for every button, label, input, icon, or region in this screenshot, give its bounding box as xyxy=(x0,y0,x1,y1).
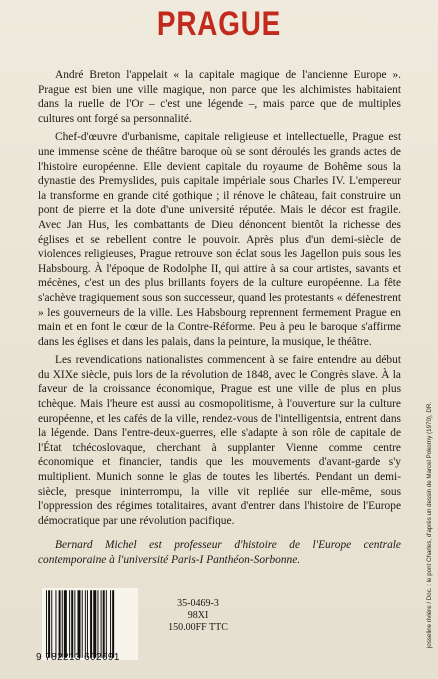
paragraph-2: Chef-d'œuvre d'urbanisme, capitale religieuse et intellectuelle, Prague est une immense scène de théâtre baroque où se sont déroulés les grands actes de l'histoire européenne. Elle devient capitale du royaume de Bohême sous la dynastie des Premyslides, puis capitale impériale sous Charles IV. L'empereur la transforme en grande cité gothique ; il rénove le château, fait construire un pont de pierre et la dote d'une université réputée. Mais le décor est fragile. Avec Jan Hus, les combattants de Dieu dénoncent bientôt la richesse des églises et se rebellent contre le pouvoir. Après plus d'un demi-siècle de violences religieuses, Prague retrouve son éclat sous les Jagellon puis sous les Habsbourg. À l'époque de Rodolphe II, qui attire à sa cour artistes, savants et mécènes, c'est un des plus brillants foyers de la culture européenne. La fête s'achève tragiquement sous son successeur, quand les protestants « défenestrent » les gouverneurs de la ville. Les Habsbourg reprennent fermement Prague en main et en font le cœur de la Contre-Réforme. Peu à peu le baroque s'affirme dans les églises et dans les palais, dans la peinture, la musique, le théâtre. xyxy=(38,131,401,348)
code-line-1: 35-0469-3 xyxy=(177,598,219,609)
book-title: PRAGUE xyxy=(156,5,282,43)
paragraph-1: André Breton l'appelait « la capitale magique de l'ancienne Europe ». Prague est bien une ville magique, non parce que les alchimistes habitaient dans la ruelle de l'Or – c'est une légende –, mais parce que de multiples cultures ont forgé sa personnalité. xyxy=(38,69,401,125)
product-codes xyxy=(148,598,248,634)
blurb-text xyxy=(38,68,401,572)
barcode xyxy=(42,588,138,660)
code-line-2: 98XI xyxy=(187,610,209,621)
author-note: Bernard Michel est professeur d'histoire de l'Europe centrale contemporaine à l'université Paris-I Panthéon-Sorbonne. xyxy=(38,539,401,566)
side-credit xyxy=(420,401,433,650)
barcode-digits: 9 782213 602691 xyxy=(36,652,120,663)
paragraph-3: Les revendications nationalistes commencent à se faire entendre au début du XIXe siècle, puis lors de la révolution de 1848, avec le Congrès slave. À la faveur de la croissance économique, Prague est une ville de plus en plus tchèque. Mais l'heure est aussi au cosmopolitisme, à l'ouverture sur la culture européenne, et les cafés de la ville, rendez-vous de l'intelligentsia, entrent dans la légende. Dans l'entre-deux-guerres, elle s'adapte à son rôle de capitale de l'État tchécoslovaque, cherchant à supplanter Vienne comme centre économique et financier, tandis que les mouvements d'avant-garde s'y multiplient. Munich sonne le glas de toutes les libertés. Pendant un demi-siècle, presque ininterrompu, la ville vit repliée sur elle-même, sous l'oppression des régimes totalitaires, avant d'entrer dans l'histoire de l'Europe démocratique par une révolution pacifique. xyxy=(38,354,401,527)
side-credit-text: josseline rivière / Doc. : le pont Charles, d'après un dessin de Marcel Pokorny (1970), DR. xyxy=(426,401,433,648)
price-line: 150.00FF TTC xyxy=(168,622,228,633)
